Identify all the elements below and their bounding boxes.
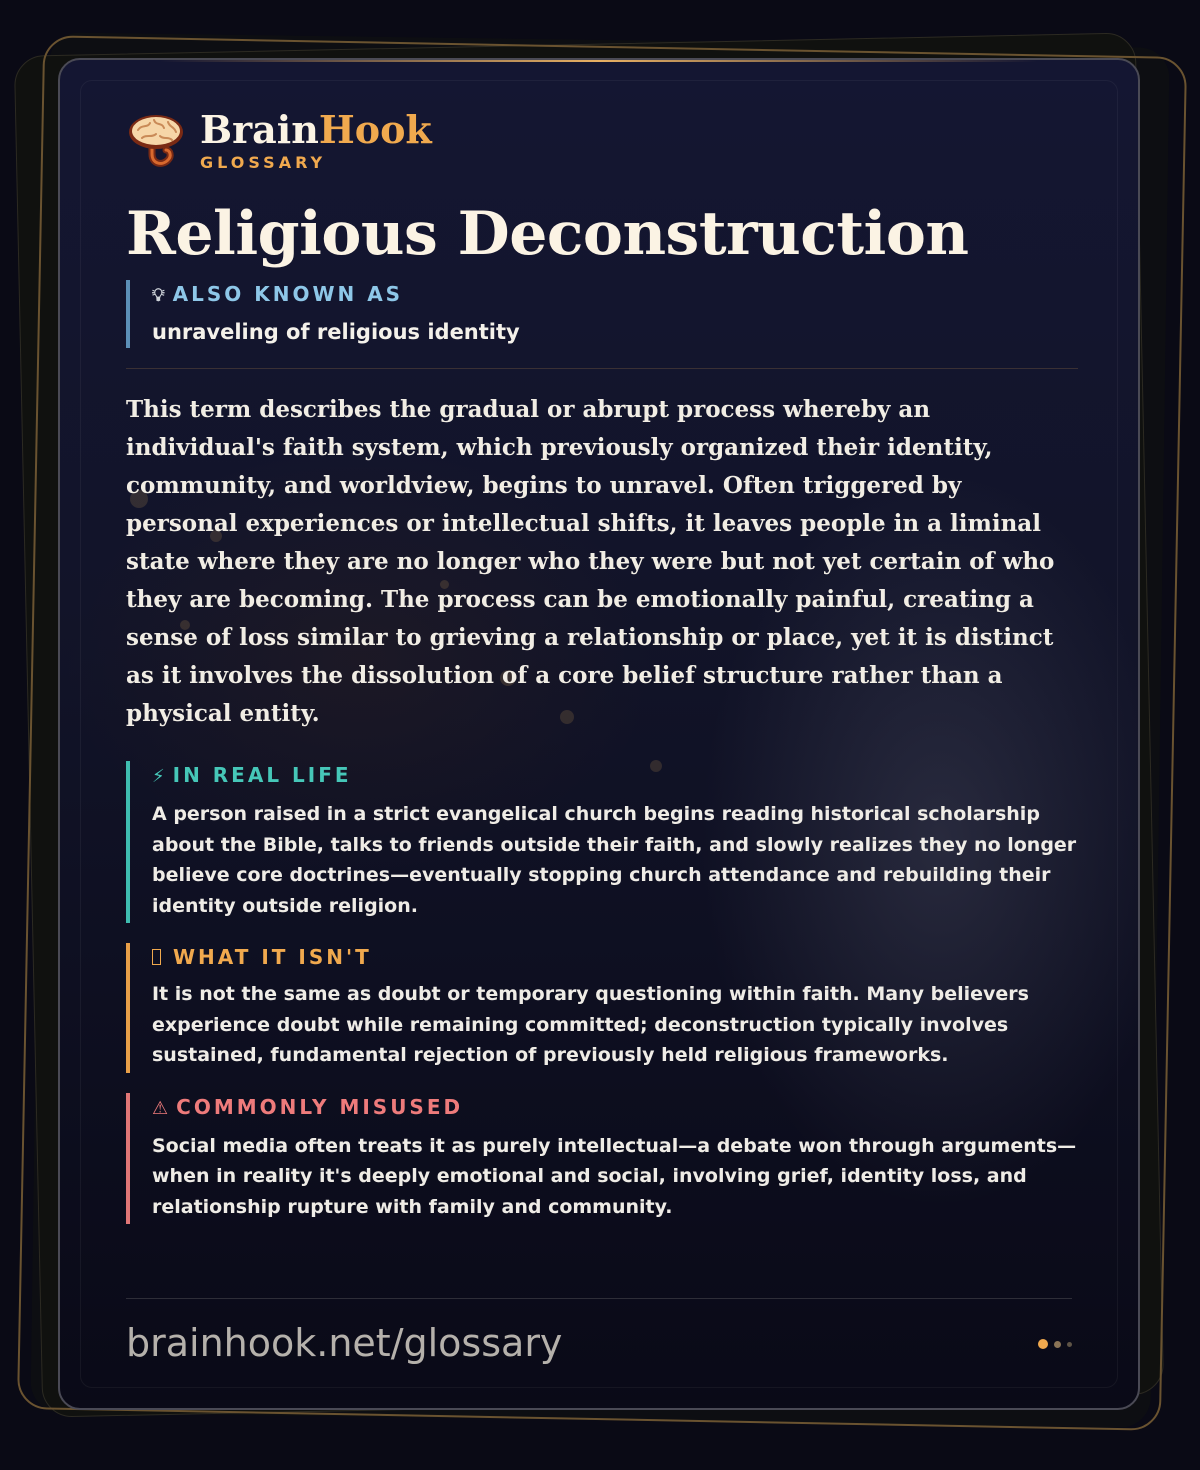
card-content [126,104,1078,1224]
in-real-life-label: IN REAL LIFE [172,763,352,787]
in-real-life-label-row [152,761,1078,791]
missing-glyph-icon [152,949,161,965]
what-it-isnt-text: It is not the same as doubt or temporary questioning within faith. Many believers experience doubt while remaining committed; deconstruction typically involves sustained, fundamental rejection of previously held religious frameworks. [152,983,1029,1066]
also-known-as-section [126,280,1078,348]
also-known-as-label: ALSO KNOWN AS [172,282,404,306]
footer-url: brainhook.net/glossary [126,1321,563,1365]
lightning-icon: ⚡︎ [152,766,165,787]
commonly-misused-text: Social media often treats it as purely intellectual—a debate won through arguments—when in reality it's deeply emotional and social, involving grief, identity loss, and relationship rupture with family and community. [152,1134,1077,1218]
commonly-misused-label-row [152,1093,1078,1123]
in-real-life-section [126,761,1078,923]
lightbulb-icon: 💡︎ [152,285,165,306]
dot [1067,1342,1072,1347]
brain-hook-icon [126,110,186,170]
section-divider [126,368,1078,369]
term-title: Religious Deconstruction [126,199,969,269]
brand-name-part2: Hook [318,106,432,152]
brand-name [200,106,432,152]
commonly-misused-section [126,1093,1078,1225]
brand-name-part1: Brain [200,106,319,152]
footer-divider [126,1298,1072,1299]
what-it-isnt-label-row [152,943,1078,971]
also-known-as-label-row [152,280,1078,310]
also-known-as-value: unraveling of religious identity [152,320,520,344]
in-real-life-text: A person raised in a strict evangelical church begins reading historical scholarship about the Bible, talks to friends outside their faith, and slowly realizes they no longer believe core doctrines—eventually stopping church attendance and rebuilding their identity outside religion. [152,803,1077,917]
card-top-highlight [160,60,1038,62]
warning-icon: ⚠︎ [152,1097,169,1119]
dot-active [1038,1339,1048,1349]
brand-header [126,104,1078,176]
brand-subtitle: GLOSSARY [200,152,327,172]
dot [1054,1341,1061,1348]
carousel-dots [1032,1339,1072,1349]
what-it-isnt-label: WHAT IT ISN'T [173,945,372,969]
what-it-isnt-section [126,943,1078,1073]
definition-text: This term describes the gradual or abrupt process whereby an individual's faith system, which previously organized their identity, community, and worldview, begins to unravel. Often triggered by personal experiences or intellectual shifts, it leaves people in a liminal state where they are no longer who they were but not yet certain of who they are becoming. The process can be emotionally painful, creating a sense of loss similar to grieving a relationship or place, yet it is distinct as it involves the dissolution of a core belief structure rather than a physical entity. [126,396,1055,727]
commonly-misused-label: COMMONLY MISUSED [176,1094,464,1119]
glossary-card [58,58,1140,1410]
